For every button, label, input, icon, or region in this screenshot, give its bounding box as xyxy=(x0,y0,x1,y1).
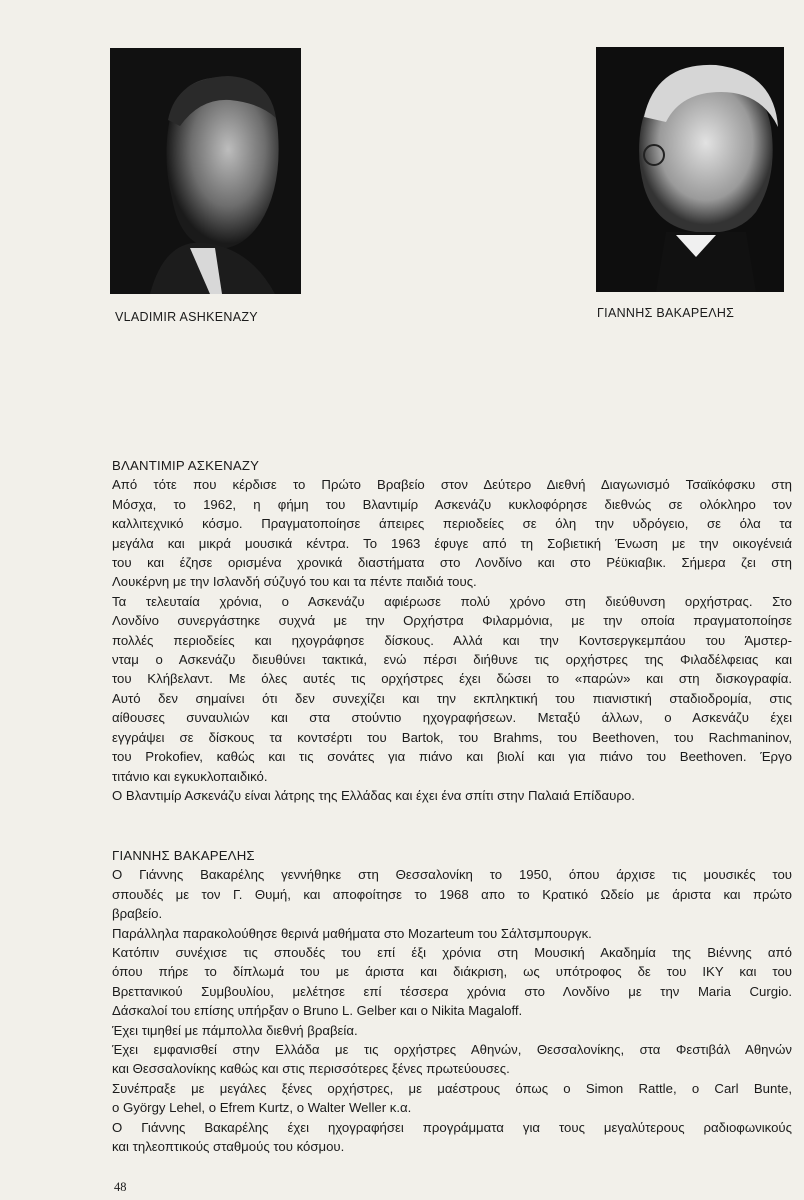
text-line: Έχει τιμηθεί με πάμπολλα διεθνή βραβεία. xyxy=(112,1022,358,1038)
text-line: καλλιτεχνικό κόσμο. Πραγματοποίησε άπειρες περιοδείες σε όλη την υδρόγειο, σε όλα τα xyxy=(112,516,792,532)
text-line: του Κλήβελαντ. Με όλες αυτές τις ορχήστρες έχει δώσει το «παρών» και στη δισκογραφία. xyxy=(112,671,792,687)
text-line: Από τότε που κέρδισε το Πρώτο Βραβείο στον Δεύτερο Διεθνή Διαγωνισμό Τσαϊκόφσκυ στη xyxy=(112,477,792,493)
text-line: Αυτό δεν σημαίνει ότι δεν συνεχίζει και την εκπληκτική του πιανιστική σταδιοδρομία, στις xyxy=(112,690,792,706)
text-line: Τα τελευταία χρόνια, ο Ασκενάζυ αφιέρωσε πολύ χρόνο στη διεύθυνση ορχήστρας. Στο xyxy=(112,593,792,609)
text-line: τιτάνιο και εγκυκλοπαιδικό. xyxy=(112,768,268,784)
text-line: Μόσχα, το 1962, η φήμη του Βλαντιμίρ Ασκενάζυ κυκλοφόρησε διεθνώς σε ολόκληρο τον xyxy=(112,496,792,512)
biography-ashkenazy xyxy=(112,456,792,805)
text-line: Ο Γιάννης Βακαρέλης γεννήθηκε στη Θεσσαλονίκη το 1950, όπου άρχισε τις μουσικές του xyxy=(112,867,792,883)
text-line: του Prokofiev, καθώς και τις σονάτες για πιάνο και βιολί και για πιάνο του Beethoven. Έργο xyxy=(112,749,792,765)
portrait-photo-ashkenazy xyxy=(110,48,301,294)
portrait-image-ashkenazy xyxy=(110,48,301,294)
portrait-image-vakarelis xyxy=(596,47,784,292)
text-line: Ο Βλαντιμίρ Ασκενάζυ είναι λάτρης της Ελλάδας και έχει ένα σπίτι στην Παλαιά Επίδαυρο. xyxy=(112,787,635,803)
text-line: Παράλληλα παρακολούθησε θερινά μαθήματα στο Mozarteum του Σάλτσμπουργκ. xyxy=(112,925,592,941)
text-line: του και έζησε ορισμένα χρονικά διαστήματα στο Λονδίνο και στο Ρέϋκιαβικ. Σήμερα ζει στη xyxy=(112,555,792,571)
text-line: Συνέπραξε με μεγάλες ξένες ορχήστρες, με μαέστρους όπως ο Simon Rattle, ο Carl Bunte, xyxy=(112,1080,792,1096)
page-number: 48 xyxy=(114,1180,127,1194)
section-heading-vakarelis: ΓΙΑΝΝΗΣ ΒΑΚΑΡΕΛΗΣ xyxy=(112,848,255,863)
text-line: Ο Γιάννης Βακαρέλης έχει ηχογραφήσει προγράμματα για τους μεγαλύτερους ραδιοφωνικούς xyxy=(112,1119,792,1135)
text-line: μεγάλα και μικρά μουσικά κέντρα. Το 1963 έφυγε από τη Σοβιετική Ένωση με την οικογένειά xyxy=(112,535,792,551)
text-line: νταμ ο Ασκενάζυ διευθύνει τακτικά, ενώ πέρσι διήθυνε τις ορχήστρες της Φιλαδέλφειας και xyxy=(112,652,792,668)
text-line: και τηλεοπτικούς σταθμούς του κόσμου. xyxy=(112,1139,345,1155)
text-line: ο György Lehel, ο Efrem Kurtz, ο Walter Weller κ.α. xyxy=(112,1100,412,1116)
text-line: Βρεττανικού Συμβουλίου, μελέτησε επί τέσσερα χρόνια στο Λονδίνο με την Maria Curgio. xyxy=(112,983,792,999)
portrait-photo-vakarelis xyxy=(596,47,784,292)
text-line: Έχει εμφανισθεί στην Ελλάδα με τις ορχήστρες Αθηνών, Θεσσαλονίκης, στα Φεστιβάλ Αθηνών xyxy=(112,1042,792,1058)
text-line: εγγράψει σε δίσκους τα κοντσέρτι του Bartok, του Brahms, του Beethoven, του Rachmaninov, xyxy=(112,729,792,745)
text-line: Δάσκαλοί του επίσης υπήρξαν ο Bruno L. Gelber και ο Nikita Magaloff. xyxy=(112,1003,523,1019)
text-line: βραβείο. xyxy=(112,906,163,922)
text-line: Λουκέρνη με την Ισλανδή σύζυγό του και τα πέντε παιδιά τους. xyxy=(112,574,477,590)
text-line: και Θεσσαλονίκης καθώς και στις περισσότερες ξένες πρωτεύουσες. xyxy=(112,1061,510,1077)
text-line: όπου πήρε το δίπλωμά του με άριστα και διάκριση, ως υπότροφος δε του ΙΚΥ και του xyxy=(112,964,792,980)
text-line: Κατόπιν συνέχισε τις σπουδές του επί έξι χρόνια στη Μουσική Ακαδημία της Βιέννης από xyxy=(112,945,792,961)
text-line: Λονδίνο συνεργάστηκε συχνά με την Ορχήστρα Φιλαρμόνια, με την οποία πραγματοποίησε xyxy=(112,613,792,629)
text-line: σπουδές με τον Γ. Θυμή, και αποφοίτησε το 1968 απο το Κρατικό Ωδείο με άριστα και πρώτο xyxy=(112,886,792,902)
text-line: αίθουσες συναυλιών και στα στούντιο ηχογραφήσεων. Μεταξύ άλλων, ο Ασκενάζυ έχει xyxy=(112,710,792,726)
photo-caption-ashkenazy: VLADIMIR ASHKENAZY xyxy=(115,310,258,324)
biography-vakarelis xyxy=(112,846,792,1157)
photo-caption-vakarelis: ΓΙΑΝΝΗΣ ΒΑΚΑΡΕΛΗΣ xyxy=(597,306,735,320)
text-line: πολλές περιοδείες και ηχογράφησε δίσκους. Αλλά και την Κοντσεργκεμπάου του Άμστερ- xyxy=(112,632,792,648)
section-heading-ashkenazy: ΒΛΑΝΤΙΜΙΡ ΑΣΚΕΝΑΖΥ xyxy=(112,458,260,473)
